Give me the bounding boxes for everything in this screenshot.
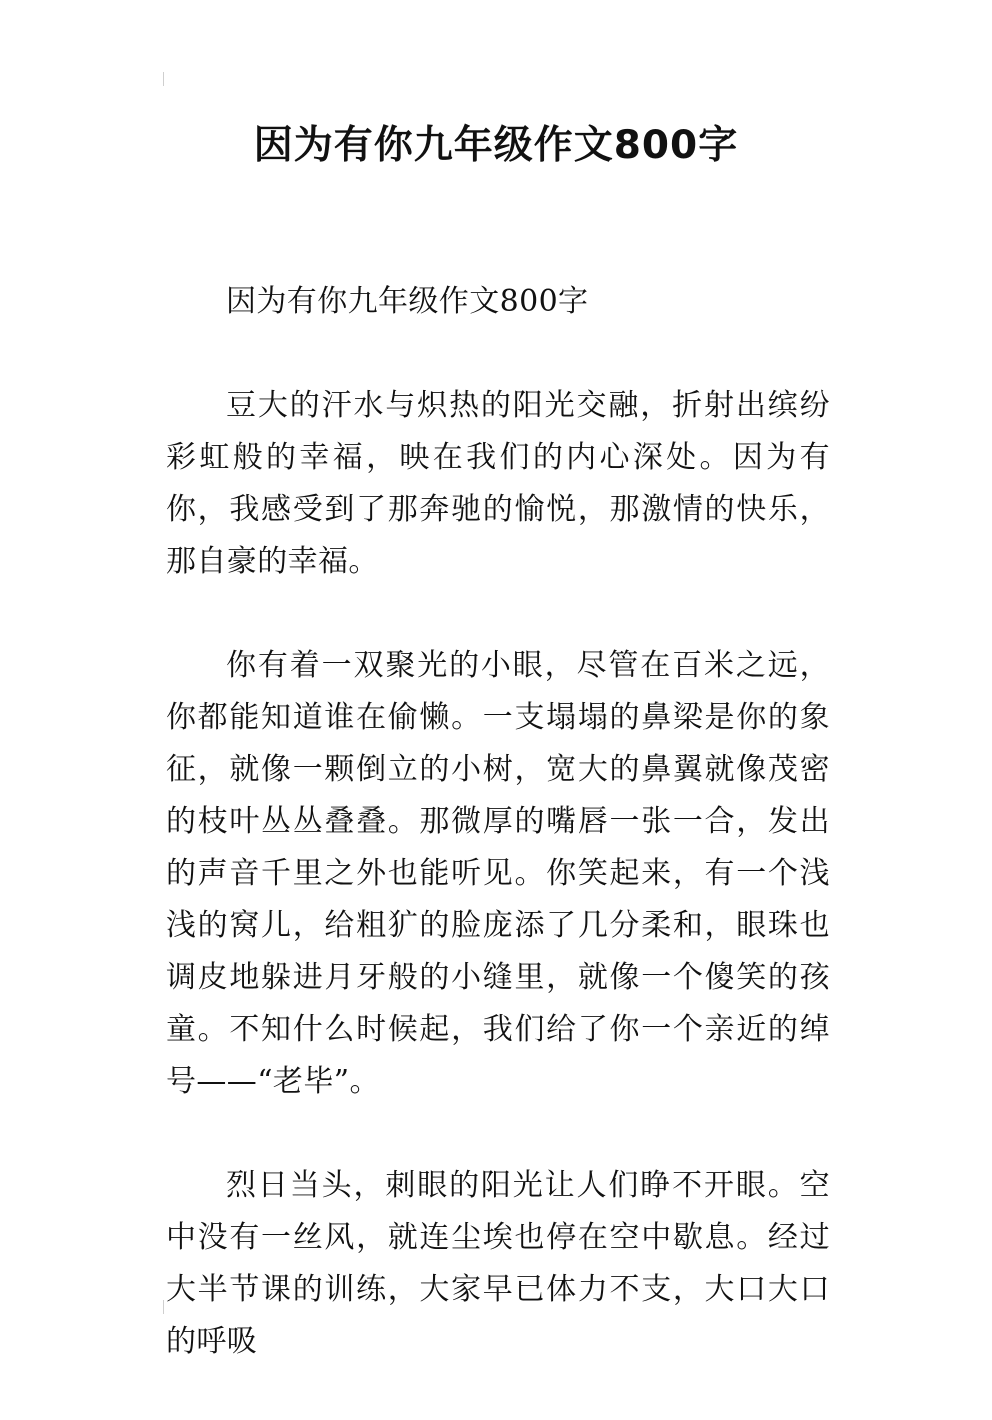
paragraph-1: 豆大的汗水与炽热的阳光交融，折射出缤纷彩虹般的幸福，映在我们的内心深处。因为有你，我感受到了那奔驰的愉悦，那激情的快乐，那自豪的幸福。: [166, 388, 830, 579]
page-corner-mark-bottom: [163, 1300, 164, 1314]
paragraph-3: 烈日当头，刺眼的阳光让人们睁不开眼。空中没有一丝风，就连尘埃也停在空中歇息。经过大半节课的训练，大家早已体力不支，大口大口的呼吸: [166, 1168, 830, 1359]
document-title: 因为有你九年级作文800字: [253, 123, 739, 168]
paragraph-2: 你有着一双聚光的小眼，尽管在百米之远，你都能知道谁在偷懒。一支塌塌的鼻梁是你的象征，就像一颗倒立的小树，宽大的鼻翼就像茂密的枝叶丛丛叠叠。那微厚的嘴唇一张一合，发出的声音千里之外也能听见。你笑起来，有一个浅浅的窝儿，给粗犷的脸庞添了几分柔和，眼珠也调皮地躲进月牙般的小缝里，就像一个傻笑的孩童。不知什么时候起，我们给了你一个亲近的绰号——“老毕”。: [166, 648, 830, 1099]
document-subtitle: 因为有你九年级作文800字: [226, 284, 589, 319]
page-corner-mark-top: [163, 72, 164, 86]
document-body: [166, 276, 830, 1420]
